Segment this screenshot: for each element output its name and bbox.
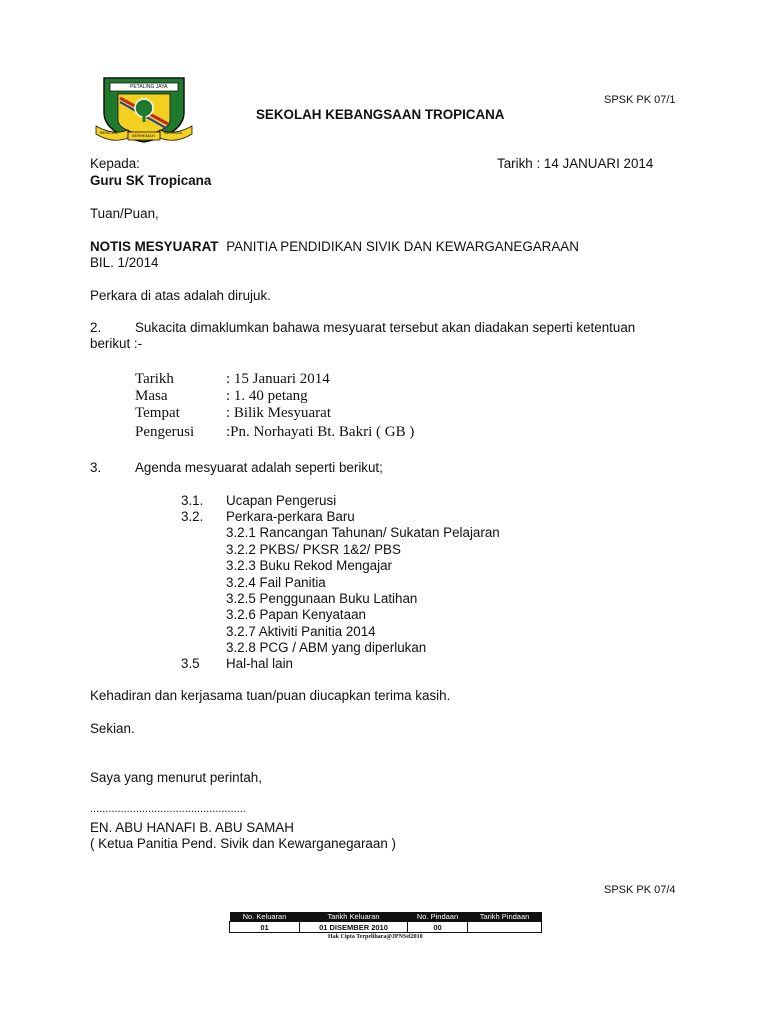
intro-text: Perkara di atas adalah dirujuk.: [90, 288, 271, 303]
agenda-text-2: Perkara-perkara Baru: [226, 509, 355, 524]
subject-line: [90, 239, 579, 254]
reference-top: SPSK PK 07/1: [604, 94, 676, 106]
revision-table-row: [230, 922, 542, 933]
value-tarikh-keluaran: 01 DISEMBER 2010: [300, 922, 408, 933]
subject-bold: NOTIS MESYUARAT: [90, 239, 219, 254]
revision-table-header: [230, 912, 542, 922]
detail-label-pengerusi: Pengerusi: [135, 424, 195, 440]
subject-rest: PANITIA PENDIDIKAN SIVIK DAN KEWARGANEGARAAN: [226, 239, 579, 254]
detail-value-pengerusi: :Pn. Norhayati Bt. Bakri ( GB ): [226, 424, 415, 440]
logo-ribbon-left: BERILMU: [100, 130, 118, 135]
logo-ribbon-mid: BERHEMAH: [132, 133, 155, 138]
agenda-text-3: Hal-hal lain: [226, 656, 293, 671]
para2-line2: berikut :-: [90, 336, 143, 351]
detail-label-masa: Masa: [135, 388, 168, 404]
subagenda-item: 3.2.5 Penggunaan Buku Latihan: [226, 591, 418, 606]
recipient-name: Guru SK Tropicana: [90, 173, 212, 188]
para2-line1: Sukacita dimaklumkan bahawa mesyuarat tersebut akan diadakan seperti ketentuan: [135, 320, 636, 335]
detail-value-masa: : 1. 40 petang: [226, 388, 308, 404]
salutation: Tuan/Puan,: [90, 206, 159, 221]
agenda-num-3: 3.5: [181, 656, 200, 671]
school-name: SEKOLAH KEBANGSAAN TROPICANA: [256, 107, 505, 122]
detail-label-tarikh: Tarikh: [135, 371, 174, 387]
logo-top-text: PETALING JAYA: [130, 84, 168, 90]
school-logo: [94, 72, 194, 144]
subagenda-item: 3.2.3 Buku Rekod Mengajar: [226, 558, 392, 573]
subagenda-item: 3.2.7 Aktiviti Panitia 2014: [226, 624, 376, 639]
sekian-text: Sekian.: [90, 721, 135, 736]
subagenda-item: 3.2.8 PCG / ABM yang diperlukan: [226, 640, 427, 655]
subagenda-item: 3.2.1 Rancangan Tahunan/ Sukatan Pelajaran: [226, 525, 500, 540]
detail-label-tempat: Tempat: [135, 405, 180, 421]
saya-text: Saya yang menurut perintah,: [90, 770, 262, 785]
reference-bottom: SPSK PK 07/4: [604, 884, 676, 896]
signer-name: EN. ABU HANAFI B. ABU SAMAH: [90, 820, 294, 835]
agenda-num-1: 3.1.: [181, 493, 204, 508]
revision-table: [229, 912, 542, 933]
para2-number: 2.: [90, 320, 102, 335]
detail-value-tarikh: : 15 Januari 2014: [226, 371, 330, 387]
para3-number: 3.: [90, 460, 102, 475]
signer-role: ( Ketua Panitia Pend. Sivik dan Kewarganegaraan ): [90, 836, 396, 851]
para3-text: Agenda mesyuarat adalah seperti berikut;: [135, 460, 383, 475]
signature-line: ...................................................: [90, 803, 246, 815]
subagenda-item: 3.2.2 PKBS/ PKSR 1&2/ PBS: [226, 542, 401, 557]
value-tarikh-pindaan: [468, 922, 542, 933]
thanks-text: Kehadiran dan kerjasama tuan/puan diucapkan terima kasih.: [90, 688, 451, 703]
agenda-text-1: Ucapan Pengerusi: [226, 493, 337, 508]
kepada-label: Kepada:: [90, 156, 140, 171]
copyright-text: Hak Cipta Terpelihara@JPNSel2010: [328, 934, 423, 940]
logo-ribbon-right: BERJASA: [164, 130, 183, 135]
header-no-pindaan: No. Pindaan: [408, 912, 468, 922]
header-tarikh-keluaran: Tarikh Keluaran: [300, 912, 408, 922]
header-no-keluaran: No. Keluaran: [230, 912, 300, 922]
subagenda-item: 3.2.4 Fail Panitia: [226, 575, 326, 590]
letter-date: Tarikh : 14 JANUARI 2014: [497, 156, 654, 171]
value-no-pindaan: 00: [408, 922, 468, 933]
subject-bil: BIL. 1/2014: [90, 255, 159, 270]
detail-value-tempat: : Bilik Mesyuarat: [226, 405, 331, 421]
subagenda-item: 3.2.6 Papan Kenyataan: [226, 607, 366, 622]
agenda-num-2: 3.2.: [181, 509, 204, 524]
header-tarikh-pindaan: Tarikh Pindaan: [468, 912, 542, 922]
value-no-keluaran: 01: [230, 922, 300, 933]
